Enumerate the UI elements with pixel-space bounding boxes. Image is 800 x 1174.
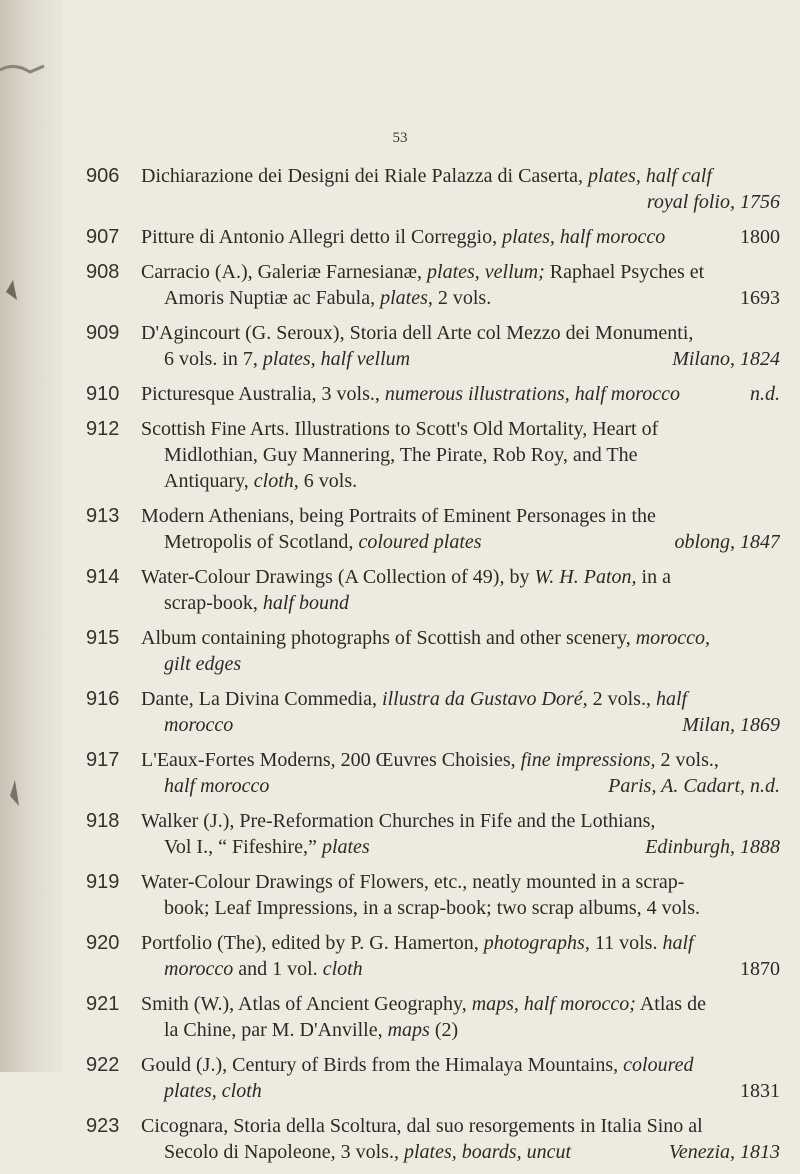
entry-line: [141, 712, 780, 738]
entry-title-text: Carracio (A.), Galeriæ Farnesianæ,: [141, 261, 428, 283]
entry-text: [141, 869, 780, 921]
entry-line: [141, 1078, 780, 1104]
entry-line: [141, 285, 780, 311]
entry-line: [141, 930, 780, 956]
entry-title-text: in a: [636, 566, 671, 588]
catalogue-entry: [0, 686, 800, 738]
entry-title-text: Walker (J.), Pre-Reformation Churches in Fife and the Lothians,: [141, 810, 656, 832]
entry-line: [141, 259, 780, 285]
entry-line: [141, 442, 780, 468]
catalogue-entries: [0, 163, 800, 1174]
entry-line: [141, 1139, 780, 1165]
entry-description: plates, boards, uncut: [403, 1141, 571, 1163]
entry-line: [141, 895, 780, 921]
lot-number: 907: [86, 226, 120, 248]
entry-title-text: Atlas de: [635, 993, 706, 1015]
lot-number: 922: [86, 1054, 120, 1076]
catalogue-entry: [0, 625, 800, 677]
entry-line: [141, 625, 780, 651]
entry-line: [141, 1017, 780, 1043]
lot-number: 908: [86, 261, 120, 283]
entry-text: [141, 991, 780, 1043]
catalogue-entry: [0, 747, 800, 799]
catalogue-entry: [0, 991, 800, 1043]
entry-line: [141, 834, 780, 860]
entry-line: [141, 956, 780, 982]
entry-line: [141, 163, 780, 189]
entry-line: [141, 869, 780, 895]
entry-text: [141, 808, 780, 860]
entry-text: [141, 564, 780, 616]
entry-text: [141, 1113, 780, 1165]
lot-number: 910: [86, 383, 120, 405]
entry-text: [141, 686, 780, 738]
entry-description: coloured plates: [358, 531, 482, 553]
entry-title-text: 6 vols. in 7,: [164, 348, 263, 370]
catalogue-entry: [0, 381, 800, 407]
lot-number: 913: [86, 505, 120, 527]
entry-line: [141, 773, 780, 799]
lot-number: 906: [86, 165, 120, 187]
lot-number: 923: [86, 1115, 120, 1137]
entry-title-text: L'Eaux-Fortes Moderns, 200 Œuvres Choisies,: [141, 749, 521, 771]
lot-number: 912: [86, 418, 120, 440]
entry-text: [141, 625, 780, 677]
entry-description: coloured: [623, 1054, 694, 1076]
entry-line: [141, 1113, 780, 1139]
entry-title-text: Picturesque Australia, 3 vols.,: [141, 383, 385, 405]
entry-imprint: n.d.: [750, 383, 780, 405]
catalogue-entry: [0, 224, 800, 250]
entry-description: morocco: [164, 714, 234, 736]
entry-title-text: Dichiarazione dei Designi dei Riale Palazza di Caserta,: [141, 165, 589, 187]
entry-title-text: book; Leaf Impressions, in a scrap-book; two scrap albums, 4 vols.: [164, 897, 701, 919]
entry-title-text: 2 vols.,: [587, 688, 656, 710]
entry-title-text: Water-Colour Drawings of Flowers, etc., neatly mounted in a scrap-: [141, 871, 685, 893]
lot-number: 916: [86, 688, 120, 710]
entry-title-text: Metropolis of Scotland,: [164, 531, 359, 553]
entry-line: [141, 564, 780, 590]
catalogue-entry: [0, 808, 800, 860]
entry-title-text: la Chine, par M. D'Anville,: [164, 1019, 388, 1041]
entry-line: [141, 651, 780, 677]
entry-title-text: Amoris Nuptiæ ac Fabula,: [164, 287, 381, 309]
entry-line: [141, 1052, 780, 1078]
entry-line: [141, 416, 780, 442]
entry-text: [141, 320, 780, 372]
entry-title-text: 2 vols.: [432, 287, 492, 309]
lot-number: 920: [86, 932, 120, 954]
entry-description: cloth,: [253, 470, 299, 492]
entry-line: [141, 991, 780, 1017]
catalogue-entry: [0, 564, 800, 616]
entry-title-text: Pitture di Antonio Allegri detto il Correggio,: [141, 226, 503, 248]
entry-description: W. H. Paton,: [534, 566, 637, 588]
entry-imprint: Venezia, 1813: [668, 1141, 780, 1163]
entry-title-text: Cicognara, Storia della Scoltura, dal suo resorgements in Italia Sino al: [141, 1115, 703, 1137]
entry-title-text: D'Agincourt (G. Seroux), Storia dell Arte col Mezzo dei Monumenti,: [141, 322, 694, 344]
entry-text: [141, 930, 780, 982]
entry-imprint: 1693: [740, 287, 780, 309]
entry-line: [141, 747, 780, 773]
catalogue-entry: [0, 869, 800, 921]
entry-line: [141, 686, 780, 712]
entry-description: illustra da Gustavo Doré,: [382, 688, 588, 710]
entry-description: cloth: [322, 958, 363, 980]
entry-title-text: Modern Athenians, being Portraits of Eminent Personages in the: [141, 505, 656, 527]
entry-description: fine impressions,: [520, 749, 656, 771]
entry-title-text: Gould (J.), Century of Birds from the Himalaya Mountains,: [141, 1054, 624, 1076]
entry-imprint: 1870: [740, 958, 780, 980]
entry-imprint: 1800: [740, 226, 780, 248]
entry-title-text: 6 vols.: [298, 470, 358, 492]
page-number: 53: [392, 130, 408, 146]
entry-line: [141, 346, 780, 372]
entry-title-text: Portfolio (The), edited by P. G. Hamerton,: [141, 932, 484, 954]
entry-title-text: 11 vols.: [589, 932, 663, 954]
entry-description: half bound: [262, 592, 349, 614]
lot-number: 915: [86, 627, 120, 649]
catalogue-entry: [0, 1052, 800, 1104]
entry-imprint: Edinburgh, 1888: [645, 836, 780, 858]
entry-imprint: Milano, 1824: [672, 348, 780, 370]
lot-number: 921: [86, 993, 120, 1015]
entry-line: [141, 529, 780, 555]
entry-text: [141, 747, 780, 799]
entry-title-text: Smith (W.), Atlas of Ancient Geography,: [141, 993, 472, 1015]
entry-description: plates: [321, 836, 370, 858]
entry-description: half: [662, 932, 694, 954]
entry-text: [141, 381, 780, 407]
entry-text: [141, 1052, 780, 1104]
entry-title-text: Vol I., “ Fifeshire,”: [164, 836, 322, 858]
lot-number: 914: [86, 566, 120, 588]
entry-title-text: scrap-book,: [164, 592, 263, 614]
entry-line: [141, 381, 780, 407]
entry-line: [141, 590, 780, 616]
catalogue-entry: [0, 503, 800, 555]
entry-text: [141, 416, 780, 494]
lot-number: 919: [86, 871, 120, 893]
entry-title-text: Water-Colour Drawings (A Collection of 49), by: [141, 566, 535, 588]
entry-title-text: Antiquary,: [164, 470, 254, 492]
entry-imprint: Milan, 1869: [682, 714, 780, 736]
entry-line: [141, 503, 780, 529]
lot-number: 918: [86, 810, 120, 832]
entry-title-text: (2): [429, 1019, 459, 1041]
entry-title-text: Scottish Fine Arts. Illustrations to Scott's Old Mortality, Heart of: [141, 418, 659, 440]
entry-description: half morocco: [164, 775, 270, 797]
entry-text: [141, 163, 780, 215]
entry-description: maps: [387, 1019, 430, 1041]
entry-imprint: royal folio, 1756: [646, 191, 780, 213]
entry-description: morocco: [164, 958, 234, 980]
entry-description: plates, half morocco: [502, 226, 666, 248]
entry-description: plates, half vellum: [262, 348, 411, 370]
entry-line: [141, 808, 780, 834]
catalogue-entry: [0, 163, 800, 215]
entry-title-text: 2 vols.,: [655, 749, 719, 771]
catalogue-entry: [0, 930, 800, 982]
entry-description: plates, cloth: [164, 1080, 262, 1102]
entry-title-text: Midlothian, Guy Mannering, The Pirate, Rob Roy, and The: [164, 444, 638, 466]
entry-description: plates,: [380, 287, 433, 309]
entry-line: [141, 189, 780, 215]
lot-number: 909: [86, 322, 120, 344]
catalogue-entry: [0, 416, 800, 494]
entry-description: photographs,: [483, 932, 590, 954]
lot-number: 917: [86, 749, 120, 771]
catalogue-entry: [0, 320, 800, 372]
entry-title-text: and 1 vol.: [233, 958, 323, 980]
entry-title-text: Album containing photographs of Scottish and other scenery,: [141, 627, 636, 649]
entry-description: maps, half morocco;: [471, 993, 636, 1015]
entry-description: morocco,: [635, 627, 710, 649]
entry-line: [141, 224, 780, 250]
entry-description: plates, vellum;: [427, 261, 545, 283]
entry-imprint: 1831: [740, 1080, 780, 1102]
entry-imprint: oblong, 1847: [674, 531, 780, 553]
entry-imprint: Paris, A. Cadart, n.d.: [608, 775, 780, 797]
entry-title-text: Secolo di Napoleone, 3 vols.,: [164, 1141, 404, 1163]
entry-description: plates, half calf: [588, 165, 712, 187]
entry-line: [141, 320, 780, 346]
entry-description: gilt edges: [164, 653, 242, 675]
entry-title-text: Raphael Psyches et: [544, 261, 705, 283]
catalogue-entry: [0, 1113, 800, 1165]
catalogue-entry: [0, 259, 800, 311]
entry-text: [141, 503, 780, 555]
entry-title-text: Dante, La Divina Commedia,: [141, 688, 383, 710]
entry-text: [141, 259, 780, 311]
entry-description: numerous illustrations, half morocco: [384, 383, 681, 405]
entry-description: half: [655, 688, 688, 710]
entry-line: [141, 468, 780, 494]
entry-text: [141, 224, 780, 250]
